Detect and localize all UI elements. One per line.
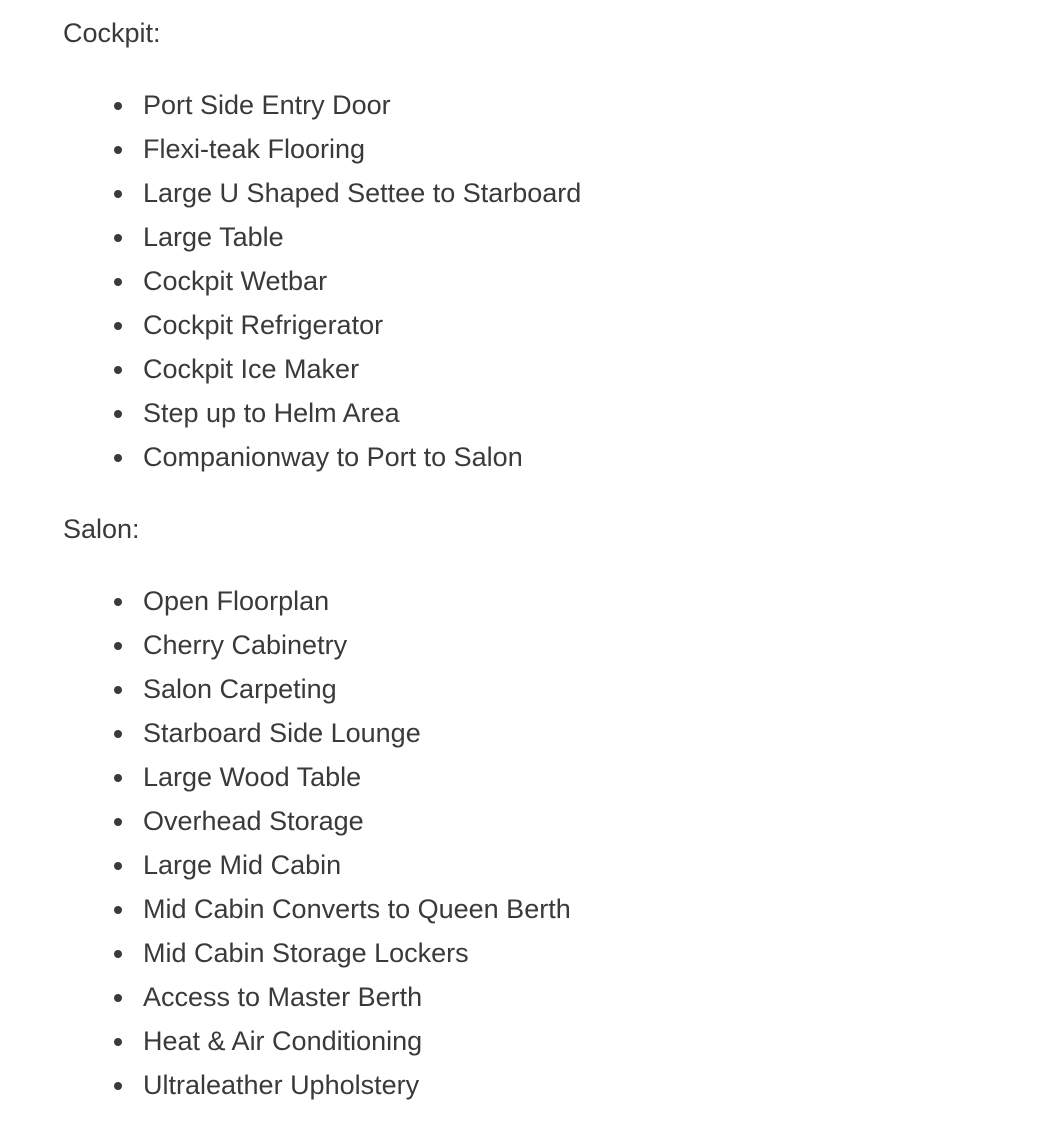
list-item-label: Starboard Side Lounge <box>143 718 421 748</box>
list-item <box>63 848 571 892</box>
bullet-icon <box>114 410 122 418</box>
bullet-icon <box>114 598 122 606</box>
list-item-label: Open Floorplan <box>143 586 330 616</box>
list-item <box>63 264 581 308</box>
list-item <box>63 220 581 264</box>
list-item-label: Large Table <box>143 222 284 252</box>
list-item <box>63 1024 571 1068</box>
list-item-label: Cherry Cabinetry <box>143 630 348 660</box>
bullet-icon <box>114 1038 122 1046</box>
bullet-icon <box>114 278 122 286</box>
list-item-label: Companionway to Port to Salon <box>143 442 523 472</box>
salon-feature-list <box>63 584 571 1112</box>
list-item-label: Salon Carpeting <box>143 674 337 704</box>
list-item-label: Port Side Entry Door <box>143 90 391 120</box>
salon-heading: Salon: <box>63 514 140 544</box>
bullet-icon <box>114 994 122 1002</box>
list-item-label: Step up to Helm Area <box>143 398 400 428</box>
list-item <box>63 716 571 760</box>
cockpit-feature-list <box>63 88 581 484</box>
bullet-icon <box>114 102 122 110</box>
bullet-icon <box>114 818 122 826</box>
bullet-icon <box>114 730 122 738</box>
list-item-label: Flexi-teak Flooring <box>143 134 366 164</box>
bullet-icon <box>114 686 122 694</box>
bullet-icon <box>114 642 122 650</box>
bullet-icon <box>114 190 122 198</box>
bullet-icon <box>114 454 122 462</box>
cockpit-section <box>63 16 581 484</box>
list-item <box>63 980 571 1024</box>
list-item-label: Large U Shaped Settee to Starboard <box>143 178 582 208</box>
list-item <box>63 892 571 936</box>
list-item <box>63 352 581 396</box>
list-item-label: Access to Master Berth <box>143 982 423 1012</box>
list-item <box>63 132 581 176</box>
list-item <box>63 440 581 484</box>
list-item <box>63 936 571 980</box>
list-item-label: Cockpit Wetbar <box>143 266 328 296</box>
bullet-icon <box>114 234 122 242</box>
bullet-icon <box>114 322 122 330</box>
list-item <box>63 760 571 804</box>
list-item-label: Mid Cabin Storage Lockers <box>143 938 469 968</box>
list-item <box>63 176 581 220</box>
salon-section <box>63 512 571 1112</box>
cockpit-heading: Cockpit: <box>63 18 161 48</box>
list-item-label: Cockpit Refrigerator <box>143 310 384 340</box>
bullet-icon <box>114 774 122 782</box>
list-item-label: Ultraleather Upholstery <box>143 1070 420 1100</box>
list-item-label: Large Wood Table <box>143 762 362 792</box>
list-item-label: Heat & Air Conditioning <box>143 1026 423 1056</box>
bullet-icon <box>114 862 122 870</box>
list-item <box>63 88 581 132</box>
list-item <box>63 1068 571 1112</box>
bullet-icon <box>114 1082 122 1090</box>
bullet-icon <box>114 950 122 958</box>
list-item <box>63 628 571 672</box>
list-item <box>63 308 581 352</box>
list-item-label: Large Mid Cabin <box>143 850 342 880</box>
list-item <box>63 396 581 440</box>
bullet-icon <box>114 366 122 374</box>
list-item <box>63 584 571 628</box>
list-item-label: Cockpit Ice Maker <box>143 354 360 384</box>
bullet-icon <box>114 906 122 914</box>
bullet-icon <box>114 146 122 154</box>
list-item <box>63 672 571 716</box>
list-item <box>63 804 571 848</box>
list-item-label: Mid Cabin Converts to Queen Berth <box>143 894 571 924</box>
list-item-label: Overhead Storage <box>143 806 364 836</box>
